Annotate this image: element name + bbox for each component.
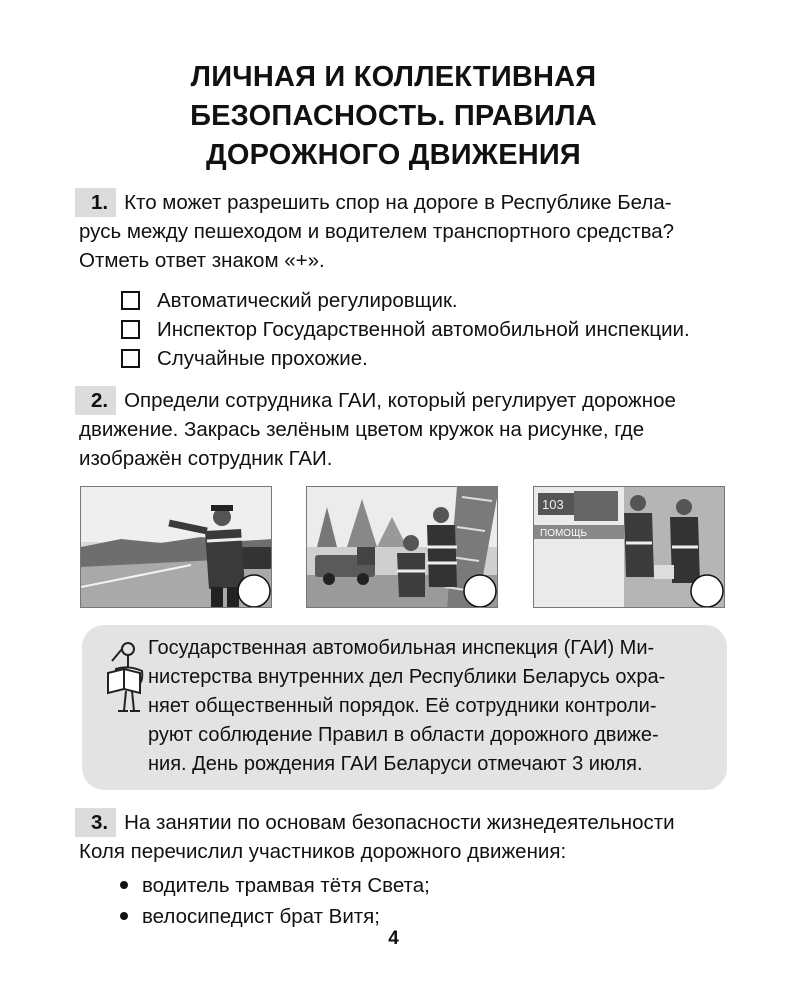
task-text: движение. Закрась зелёным цветом кружок на рисунке, где (79, 418, 645, 441)
task-text: Определи сотрудника ГАИ, который регулирует дорожное (124, 389, 676, 412)
task-text: изображён сотрудник ГАИ. (79, 447, 333, 470)
task-text: На занятии по основам безопасности жизнедеятельности (124, 811, 675, 834)
answer-option[interactable] (121, 286, 690, 315)
bullet-icon (120, 881, 128, 889)
info-line: Государственная автомобильная инспекция (ГАИ) Ми- (148, 637, 655, 659)
task-number: 2. (75, 386, 116, 415)
answer-option[interactable] (121, 344, 690, 373)
option-label: Автоматический регулировщик. (157, 289, 458, 312)
list-item (120, 870, 430, 901)
page-title (0, 58, 787, 175)
task-text: Кто может разрешить спор на дороге в Республике Бела- (124, 191, 672, 214)
page-number: 4 (388, 928, 399, 949)
photo-traffic-officer (80, 486, 272, 608)
photo-firefighters (306, 486, 498, 608)
option-label: Случайные прохожие. (157, 347, 368, 370)
info-line: нистерства внутренних дел Республики Беларусь охра- (148, 666, 666, 688)
info-text (148, 634, 728, 779)
answer-circle[interactable] (464, 575, 496, 607)
task-text: русь между пешеходом и водителем транспортного средства? (79, 220, 675, 243)
ambulance-number: 103 (542, 497, 564, 512)
participants-list (120, 870, 430, 932)
checkbox[interactable] (121, 291, 140, 310)
title-line: ЛИЧНАЯ И КОЛЛЕКТИВНАЯ (190, 61, 597, 93)
task-text: Коля перечислил участников дорожного движения: (79, 840, 567, 863)
list-item-text: водитель трамвая тётя Света; (142, 874, 430, 897)
info-line: няет общественный порядок. Её сотрудники контроли- (148, 695, 657, 717)
ambulance-sign: ПОМОЩЬ (540, 528, 588, 539)
task-number: 3. (75, 808, 116, 837)
task-3-question (79, 808, 729, 866)
checkbox[interactable] (121, 349, 140, 368)
title-line: БЕЗОПАСНОСТЬ. ПРАВИЛА (190, 100, 597, 132)
answer-circle[interactable] (691, 575, 723, 607)
task-number: 1. (75, 188, 116, 217)
task-text: Отметь ответ знаком «+». (79, 249, 325, 272)
task-1-options (121, 286, 690, 373)
answer-circle[interactable] (238, 575, 270, 607)
photo-ambulance-medics (533, 486, 725, 608)
checkbox[interactable] (121, 320, 140, 339)
option-label: Инспектор Государственной автомобильной инспекции. (157, 318, 690, 341)
title-line: ДОРОЖНОГО ДВИЖЕНИЯ (206, 139, 581, 171)
info-line: ния. День рождения ГАИ Беларуси отмечают 3 июля. (148, 753, 643, 775)
task-1-question (79, 188, 729, 275)
task-2-question (79, 386, 729, 473)
list-item-text: велосипедист брат Витя; (142, 905, 380, 928)
answer-option[interactable] (121, 315, 690, 344)
info-line: руют соблюдение Правил в области дорожного движе- (148, 724, 659, 746)
bullet-icon (120, 912, 128, 920)
